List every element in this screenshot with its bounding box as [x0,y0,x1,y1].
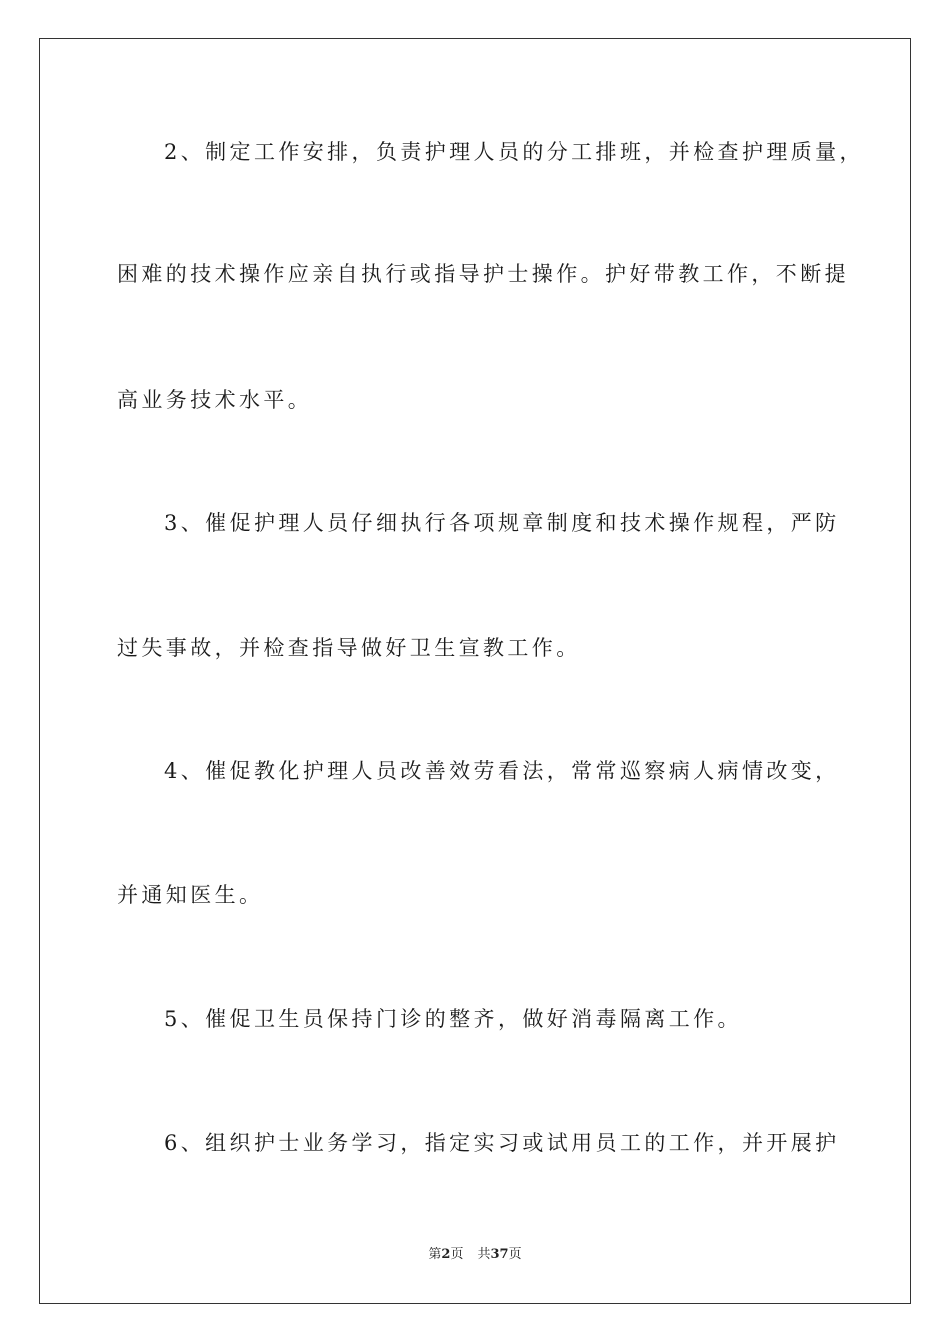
text-line: 高业务技术水平。 [117,388,313,412]
page-prefix: 第 [428,1247,442,1262]
page-number: 2 [441,1247,451,1262]
text-line: 困难的技术操作应亲自执行或指导护士操作。护好带教工作，不断提 [117,262,849,286]
text-line: 2、制定工作安排，负责护理人员的分工排班，并检查护理质量， [164,140,864,164]
text-line: 4、催促教化护理人员改善效劳看法，常常巡察病人病情改变， [164,759,840,783]
total-prefix: 共 [477,1247,491,1262]
text-line: 6、组织护士业务学习，指定实习或试用员工的工作，并开展护 [164,1131,840,1155]
text-line: 3、催促护理人员仔细执行各项规章制度和技术操作规程，严防 [164,511,840,535]
total-suffix: 页 [508,1247,522,1262]
total-pages: 37 [490,1247,509,1262]
page-footer [0,1246,950,1264]
page-suffix: 页 [450,1247,464,1262]
text-line: 过失事故，并检查指导做好卫生宣教工作。 [117,636,581,660]
page-frame [39,38,911,1304]
text-line: 5、催促卫生员保持门诊的整齐，做好消毒隔离工作。 [164,1007,742,1031]
text-line: 并通知医生。 [117,883,264,907]
